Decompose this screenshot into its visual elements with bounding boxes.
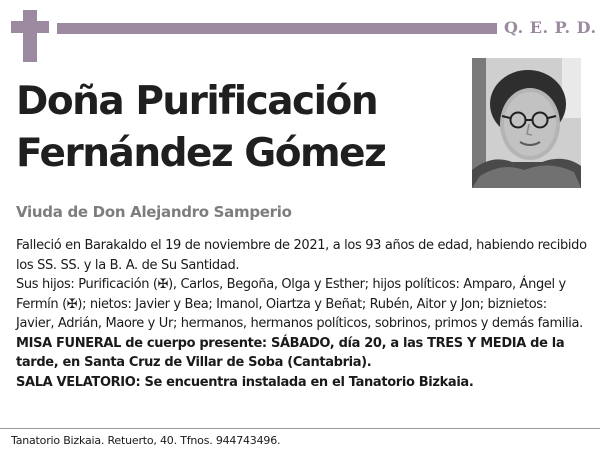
wake-paragraph: SALA VELATORIO: Se encuentra instalada en el Tanatorio Bizkaia.	[16, 374, 474, 390]
portrait-image	[472, 58, 581, 188]
qepd-label: Q. E. P. D.	[504, 18, 597, 37]
deceased-portrait	[472, 58, 581, 188]
widow-of-line: Viuda de Don Alejandro Samperio	[16, 203, 292, 221]
deceased-name	[16, 76, 456, 180]
header-rule	[57, 23, 497, 34]
family-paragraph: Sus hijos: Purificación (✠), Carlos, Begoña, Olga y Esther; hijos políticos: Amparo, Ángel y Fermín (✠); nietos: Javier y Bea; Imanol, Oiartza y Beñat; Rubén, Aitor y Jon; biznietos: Javier, Adrián, Maore y Ur; hermanos, hermanos políticos, sobrinos, primos y demás familia.	[16, 277, 583, 331]
funeral-home-footer: Tanatorio Bizkaia. Retuerto, 40. Tfnos. 944743496.	[11, 434, 281, 447]
cross-vertical-bar	[23, 10, 37, 62]
cross-horizontal-bar	[11, 21, 49, 33]
deceased-name-line2: Fernández Gómez	[16, 131, 386, 176]
deceased-name-line1: Doña Purificación	[16, 79, 378, 124]
footer-rule	[0, 428, 600, 429]
death-paragraph: Falleció en Barakaldo el 19 de noviembre de 2021, a los 93 años de edad, habiendo recibido los SS. SS. y la B. A. de Su Santidad.	[16, 238, 587, 273]
funeral-paragraph: MISA FUNERAL de cuerpo presente: SÁBADO, día 20, a las TRES Y MEDIA de la tarde, en Santa Cruz de Villar de Soba (Cantabria).	[16, 335, 565, 370]
notice-body	[16, 236, 588, 392]
